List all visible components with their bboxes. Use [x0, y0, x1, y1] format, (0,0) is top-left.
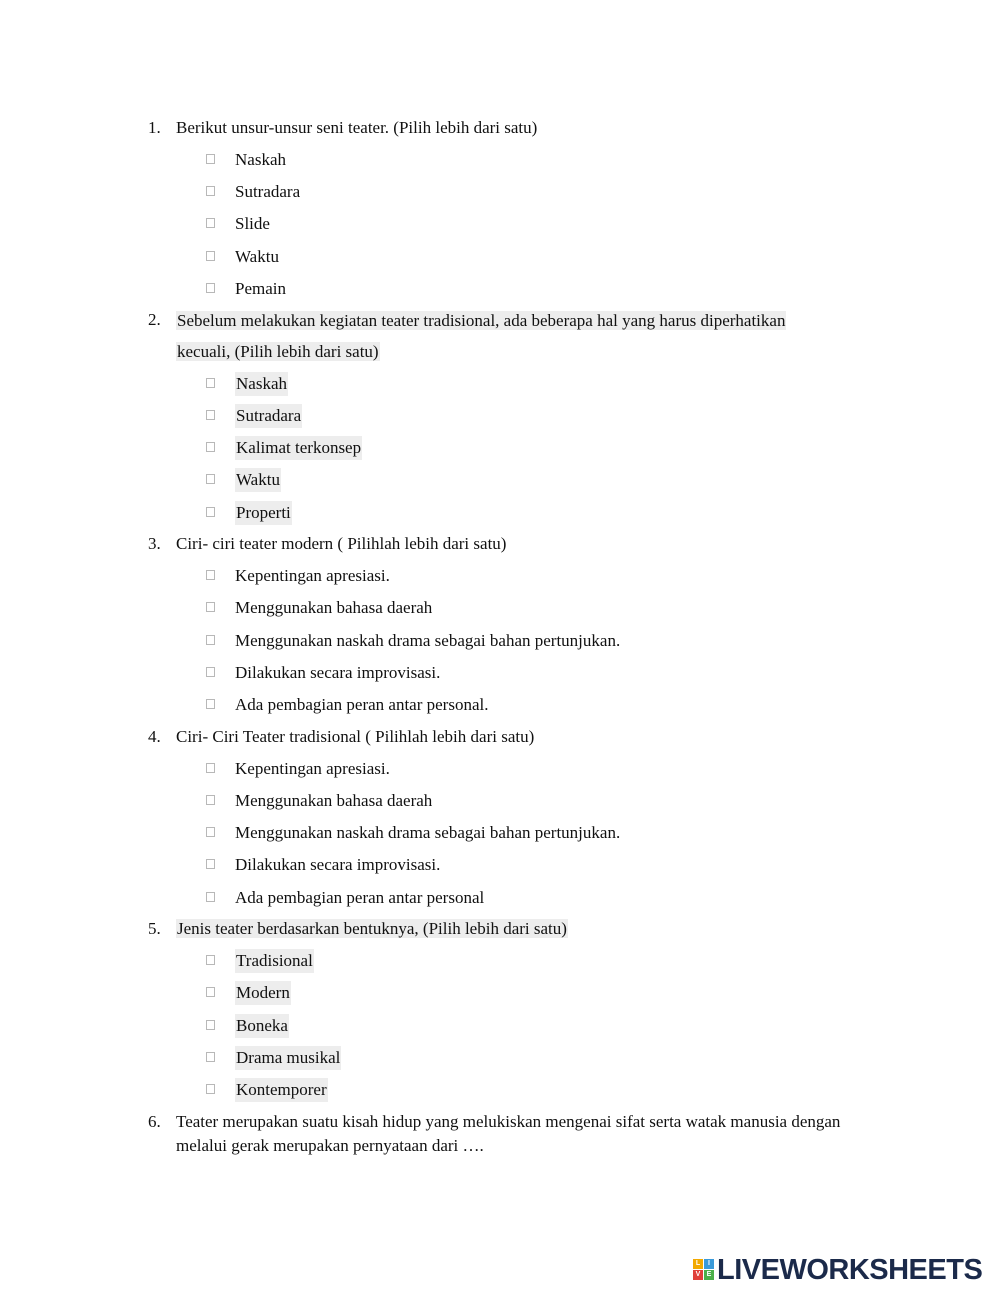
question-text: Jenis teater berdasarkan bentuknya, (Pilih lebih dari satu)	[177, 919, 567, 938]
checkbox[interactable]	[206, 699, 215, 709]
checkbox[interactable]	[206, 827, 215, 837]
checkbox[interactable]	[206, 154, 215, 164]
checkbox[interactable]	[206, 410, 215, 420]
question-1	[148, 116, 908, 140]
checkbox[interactable]	[206, 1052, 215, 1062]
question-text: Teater merupakan suatu kisah hidup yang melukiskan mengenai sifat serta watak manusia dengan melalui gerak merupakan pernyataan dari ….	[176, 1112, 841, 1155]
question-number: 5.	[148, 919, 161, 938]
question-text: Berikut unsur-unsur seni teater. (Pilih lebih dari satu)	[176, 118, 538, 137]
question-text: Ciri- Ciri Teater tradisional ( Pilihlah lebih dari satu)	[176, 727, 535, 746]
question-number: 6.	[148, 1112, 161, 1131]
checkbox[interactable]	[206, 218, 215, 228]
checkbox[interactable]	[206, 602, 215, 612]
question-text: Ciri- ciri teater modern ( Pilihlah lebih dari satu)	[176, 534, 507, 553]
checkbox[interactable]	[206, 635, 215, 645]
question-number: 2.	[148, 310, 161, 329]
question-number: 3.	[148, 534, 161, 553]
checkbox[interactable]	[206, 955, 215, 965]
question-number: 1.	[148, 118, 161, 137]
checkbox[interactable]	[206, 186, 215, 196]
logo-text: LIVEWORKSHEETS	[717, 1254, 983, 1286]
badge-letter: V	[693, 1270, 703, 1280]
checkbox[interactable]	[206, 570, 215, 580]
checkbox[interactable]	[206, 378, 215, 388]
logo-badge-icon	[693, 1259, 715, 1281]
question-2	[148, 305, 908, 367]
liveworksheets-logo	[693, 1256, 993, 1284]
checkbox[interactable]	[206, 1020, 215, 1030]
checkbox[interactable]	[206, 763, 215, 773]
question-text: Sebelum melakukan kegiatan teater tradisional, ada beberapa hal yang harus diperhatikan kecuali, (Pilih lebih dari satu)	[177, 311, 786, 361]
checkbox[interactable]	[206, 892, 215, 902]
checkbox[interactable]	[206, 251, 215, 261]
checkbox[interactable]	[206, 442, 215, 452]
question-number: 4.	[148, 727, 161, 746]
checkbox[interactable]	[206, 283, 215, 293]
checkbox[interactable]	[206, 859, 215, 869]
question-5	[148, 917, 908, 941]
checkbox[interactable]	[206, 1084, 215, 1094]
badge-letter: E	[704, 1270, 714, 1280]
checkbox[interactable]	[206, 795, 215, 805]
question-3	[148, 532, 908, 556]
checkbox[interactable]	[206, 507, 215, 517]
question-4	[148, 725, 908, 749]
checkbox[interactable]	[206, 987, 215, 997]
badge-letter: I	[704, 1259, 714, 1269]
checkbox[interactable]	[206, 474, 215, 484]
badge-letter: L	[693, 1259, 703, 1269]
checkbox[interactable]	[206, 667, 215, 677]
question-6	[148, 1110, 908, 1158]
